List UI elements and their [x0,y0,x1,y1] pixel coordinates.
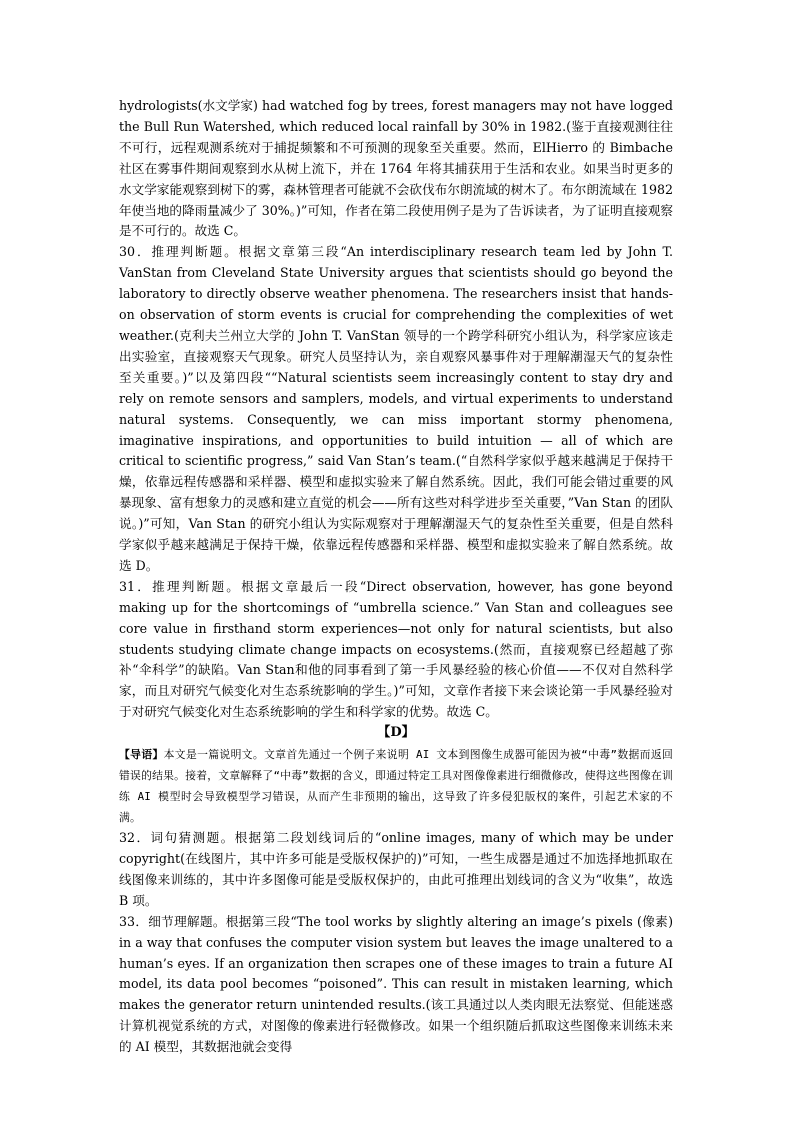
section-heading-d: 【D】 [377,725,415,741]
document-body [119,96,673,1058]
paragraph-q30: 30．推理判断题。根据文章第三段“An interdisciplinary research team led by John T. VanStan from Cleveland State University argues that scientists should go beyond the laboratory to directly observe weather phenomena. The researchers insist that hands-on observation of storm events is crucial for comprehending the complexities of wet weather.(克利夫兰州立大学的 John T. VanStan 领导的一个跨学科研究小组认为，科学家应该走出实验室，直接观察天气现象。研究人员坚持认为，亲自观察风暴事件对于理解潮湿天气的复杂性至关重要。)”以及第四段““Natural scientists seem increasingly content to stay dry and rely on remote sensors and samplers, models, and virtual experiments to understand natural systems. Consequently, we can miss important stormy phenomena, imaginative inspirations, and opportunities to build intuition — all of which are critical to scientific progress,” said Van Stan’s team.(“自然科学家似乎越来越满足于保持干燥，依靠远程传感器和采样器、模型和虚拟实验来了解自然系统。因此，我们可能会错过重要的风暴现象、富有想象力的灵感和建立直觉的机会——所有这些对科学进步至关重要，”Van Stan 的团队说。)”可知，Van Stan 的研究小组认为实际观察对于理解潮湿天气的复杂性至关重要，但是自然科学家似乎越来越满足于保持干燥，依靠远程传感器和采样器、模型和虚拟实验来了解自然系统。故选 D。 [119,244,673,573]
paragraph-q29-continued: hydrologists(水文学家) had watched fog by trees, forest managers may not have logged the Bull Run Watershed, which reduced local rainfall by 30% in 1982.(鉴于直接观测往往不可行，远程观测系统对于捕捉频繁和不可预测的现象至关重要。然而，ElHierro 的 Bimbache 社区在雾事件期间观察到水从树上流下，并在 1764 年将其捕获用于生活和农业。如果当时更多的水文学家能观察到树下的雾，森林管理者可能就不会砍伐布尔朗流域的树木了。布尔朗流域在 1982 年使当地的降雨量减少了 30%。)”可知，作者在第二段使用例子是为了告诉读者，为了证明直接观察是不可行的。故选 C。 [119,98,673,239]
guide-text: 本文是一篇说明文。文章首先通过一个例子来说明 AI 文本到图像生成器可能因为被“中毒”数据而返回错误的结果。接着，文章解释了“中毒”数据的含义，即通过特定工具对图像像素进行细微修改，使得这些图像在训练 AI 模型时会导致模型学习错误，从而产生非预期的输出，这导致了许多侵犯版权的案件，引起艺术家的不满。 [119,748,673,825]
guide-label: 【导语】 [119,748,164,762]
paragraph-q32: 32．词句猜测题。根据第二段划线词后的“online images, many of which may be under copyright(在线图片，其中许多可能是受版权保护的)”可知，一些生成器是通过不加选择地抓取在线图像来训练的，其中许多图像可能是受版权保护的，由此可推理出划线词的含义为“收集”，故选 B 项。 [119,830,673,908]
guide-paragraph [119,744,673,828]
paragraph-q31: 31．推理判断题。根据文章最后一段“Direct observation, however, has gone beyond making up for the shortcomings of “umbrella science.” Van Stan and colleagues see core value in firsthand storm experiences—not only for natural scientists, but also students studying climate change impacts on ecosystems.(然而，直接观察已经超越了弥补“伞科学”的缺陷。Van Stan和他的同事看到了第一手风暴经验的核心价值——不仅对自然科学家，而且对研究气候变化对生态系统影响的学生。)”可知，文章作者接下来会谈论第一手风暴经验对于对研究气候变化对生态系统影响的学生和科学家的优势。故选 C。 [119,578,673,720]
paragraph-q33: 33．细节理解题。根据第三段“The tool works by slightly altering an image’s pixels (像素) in a way that confuses the computer vision system but leaves the image unaltered to a human’s eyes. If an organization then scrapes one of these images to train a future AI model, its data pool becomes “poisoned”. This can result in mistaken learning, which makes the generator return unintended results.(该工具通过以人类肉眼无法察觉、但能迷惑计算机视觉系统的方式，对图像的像素进行轻微修改。如果一个组织随后抓取这些图像来训练未来的 AI 模型，其数据池就会变得 [119,913,673,1055]
